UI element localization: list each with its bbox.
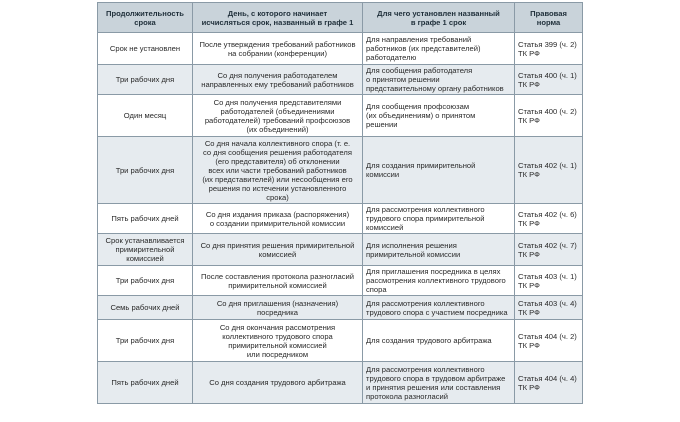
cell-start-day: После составления протокола разногласий примирительной комиссией: [193, 266, 363, 296]
cell-start-day: Со дня издания приказа (распоряжения) о создании примирительной комиссии: [193, 204, 363, 234]
document-page: [97, 2, 582, 404]
table-row: [98, 65, 583, 95]
cell-legal-norm: Статья 399 (ч. 2) ТК РФ: [515, 33, 583, 65]
table-row: [98, 204, 583, 234]
table-row: [98, 362, 583, 404]
cell-start-day: Со дня принятия решения примирительной комиссией: [193, 234, 363, 266]
table-row: [98, 95, 583, 137]
cell-legal-norm: Статья 400 (ч. 1) ТК РФ: [515, 65, 583, 95]
cell-duration: Семь рабочих дней: [98, 296, 193, 320]
cell-start-day: Со дня приглашения (назначения) посредника: [193, 296, 363, 320]
cell-legal-norm: Статья 402 (ч. 7) ТК РФ: [515, 234, 583, 266]
table-row: [98, 137, 583, 204]
table-row: [98, 266, 583, 296]
cell-duration: Один месяц: [98, 95, 193, 137]
header-start-day: День, с которого начинает исчисляться срок, названный в графе 1: [193, 3, 363, 33]
cell-legal-norm: Статья 402 (ч. 1) ТК РФ: [515, 137, 583, 204]
cell-legal-norm: Статья 403 (ч. 1) ТК РФ: [515, 266, 583, 296]
cell-start-day: Со дня получения представителями работодателей (объединениями работодателей) требований профсоюзов (их объединений): [193, 95, 363, 137]
header-purpose: Для чего установлен названный в графе 1 срок: [363, 3, 515, 33]
cell-start-day: Со дня начала коллективного спора (т. е. со дня сообщения решения работодателя (его представителя) об отклонении всех или части требований работников (их представителей) или несообщения его решения по истечении установленного срока): [193, 137, 363, 204]
labor-dispute-deadlines-table: [97, 2, 583, 404]
cell-duration: Три рабочих дня: [98, 320, 193, 362]
cell-legal-norm: Статья 404 (ч. 2) ТК РФ: [515, 320, 583, 362]
table-row: [98, 296, 583, 320]
table-row: [98, 33, 583, 65]
cell-purpose: Для рассмотрения коллективного трудового спора примирительной комиссией: [363, 204, 515, 234]
cell-legal-norm: Статья 403 (ч. 4) ТК РФ: [515, 296, 583, 320]
header-legal-norm: Правовая норма: [515, 3, 583, 33]
header-duration: Продолжительность срока: [98, 3, 193, 33]
cell-purpose: Для создания примирительной комиссии: [363, 137, 515, 204]
cell-duration: Срок не установлен: [98, 33, 193, 65]
cell-purpose: Для приглашения посредника в целях рассмотрения коллективного трудового спора: [363, 266, 515, 296]
cell-duration: Три рабочих дня: [98, 137, 193, 204]
cell-purpose: Для сообщения профсоюзам (их объединениям) о принятом решении: [363, 95, 515, 137]
cell-duration: Три рабочих дня: [98, 266, 193, 296]
cell-start-day: Со дня окончания рассмотрения коллективного трудового спора примирительной комиссией или посредником: [193, 320, 363, 362]
cell-duration: Пять рабочих дней: [98, 204, 193, 234]
cell-legal-norm: Статья 404 (ч. 4) ТК РФ: [515, 362, 583, 404]
cell-duration: Три рабочих дня: [98, 65, 193, 95]
cell-duration: Пять рабочих дней: [98, 362, 193, 404]
table-row: [98, 234, 583, 266]
cell-legal-norm: Статья 400 (ч. 2) ТК РФ: [515, 95, 583, 137]
cell-start-day: Со дня получения работодателем направленных ему требований работников: [193, 65, 363, 95]
cell-purpose: Для рассмотрения коллективного трудового спора в трудовом арбитраже и принятия решения или составления протокола разногласий: [363, 362, 515, 404]
table-row: [98, 320, 583, 362]
cell-purpose: Для направления требований работников (их представителей) работодателю: [363, 33, 515, 65]
cell-purpose: Для создания трудового арбитража: [363, 320, 515, 362]
cell-duration: Срок устанавливается примирительной комиссией: [98, 234, 193, 266]
cell-purpose: Для рассмотрения коллективного трудового спора с участием посредника: [363, 296, 515, 320]
cell-start-day: После утверждения требований работников на собрании (конференции): [193, 33, 363, 65]
cell-purpose: Для исполнения решения примирительной комиссии: [363, 234, 515, 266]
cell-start-day: Со дня создания трудового арбитража: [193, 362, 363, 404]
cell-legal-norm: Статья 402 (ч. 6) ТК РФ: [515, 204, 583, 234]
cell-purpose: Для сообщения работодателя о принятом решении представительному органу работников: [363, 65, 515, 95]
table-header-row: [98, 3, 583, 33]
